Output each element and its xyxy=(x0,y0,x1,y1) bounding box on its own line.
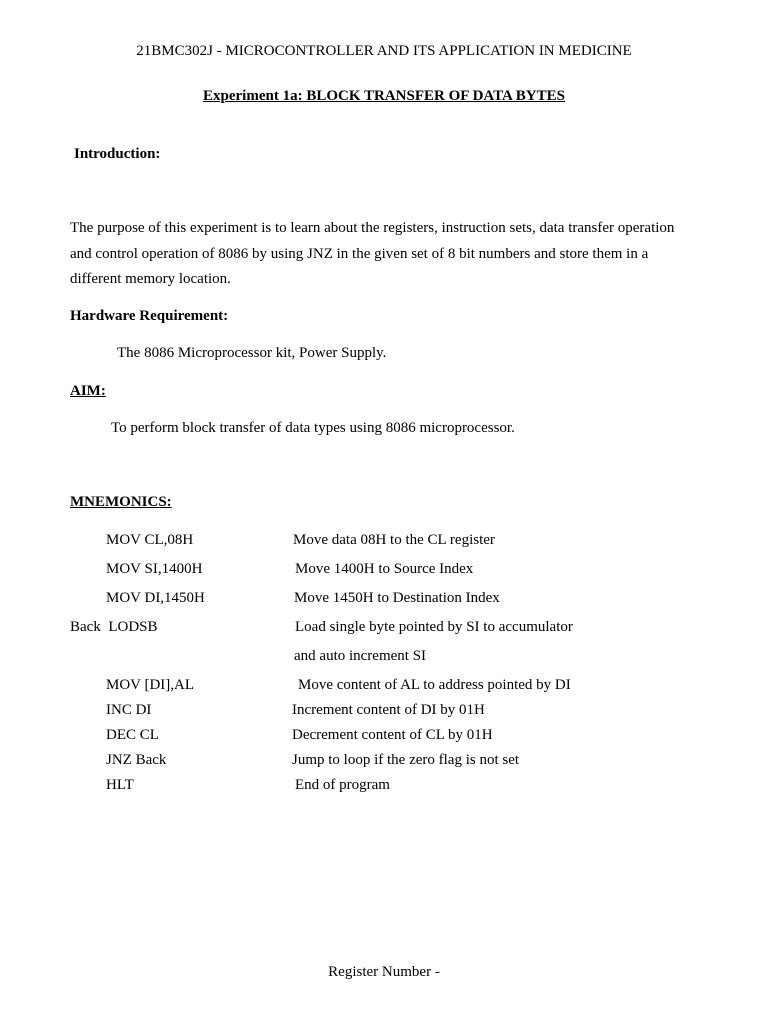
mnemonic-code: INC DI xyxy=(106,702,152,718)
mnemonic-code: Back LODSB xyxy=(70,619,158,635)
mnemonic-code: MOV DI,1450H xyxy=(106,590,205,606)
mnemonic-description: Move 1450H to Destination Index xyxy=(294,590,500,606)
mnemonic-code: DEC CL xyxy=(106,727,159,743)
experiment-title: Experiment 1a: BLOCK TRANSFER OF DATA BYTES xyxy=(203,88,565,104)
introduction-line: different memory location. xyxy=(70,271,231,287)
mnemonic-description: Decrement content of CL by 01H xyxy=(292,727,493,743)
aim-text: To perform block transfer of data types using 8086 microprocessor. xyxy=(111,420,515,436)
mnemonic-description: End of program xyxy=(295,777,390,793)
mnemonic-description: Move content of AL to address pointed by DI xyxy=(298,677,571,693)
register-number-label: Register Number - xyxy=(328,964,440,980)
aim-heading: AIM: xyxy=(70,383,106,399)
mnemonic-code: MOV [DI],AL xyxy=(106,677,195,693)
introduction-line: and control operation of 8086 by using JNZ in the given set of 8 bit numbers and store them in a xyxy=(70,246,649,262)
mnemonic-description: Load single byte pointed by SI to accumulator xyxy=(295,619,573,635)
mnemonic-description: and auto increment SI xyxy=(294,648,427,664)
mnemonic-code: HLT xyxy=(106,777,134,793)
mnemonic-description: Increment content of DI by 01H xyxy=(292,702,485,718)
hardware-text: The 8086 Microprocessor kit, Power Supply. xyxy=(117,345,387,361)
introduction-heading: Introduction: xyxy=(74,146,161,162)
mnemonic-code: MOV SI,1400H xyxy=(106,561,203,577)
course-title: 21BMC302J - MICROCONTROLLER AND ITS APPLICATION IN MEDICINE xyxy=(136,43,632,59)
hardware-heading: Hardware Requirement: xyxy=(70,308,229,324)
mnemonic-description: Move data 08H to the CL register xyxy=(293,532,495,548)
mnemonics-heading: MNEMONICS: xyxy=(70,494,172,510)
mnemonic-description: Jump to loop if the zero flag is not set xyxy=(292,752,520,768)
mnemonic-code: MOV CL,08H xyxy=(106,532,194,548)
introduction-line: The purpose of this experiment is to learn about the registers, instruction sets, data transfer operation xyxy=(70,220,675,236)
mnemonic-code: JNZ Back xyxy=(106,752,167,768)
mnemonic-description: Move 1400H to Source Index xyxy=(295,561,474,577)
